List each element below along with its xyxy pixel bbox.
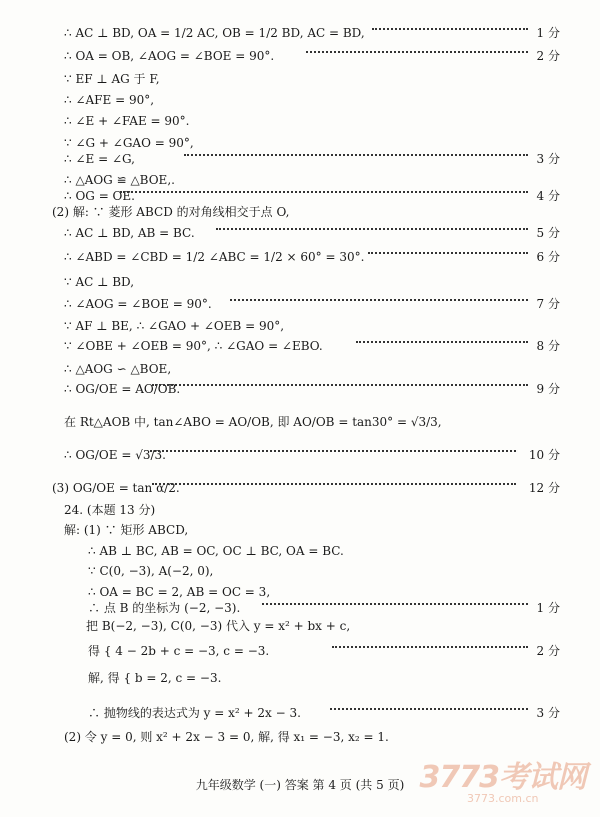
solution-step-text: 把 B(−2, −3), C(0, −3) 代入 y = x² + bx + c, xyxy=(86,619,351,633)
solution-line xyxy=(0,45,600,67)
score-label: 2 分 xyxy=(536,49,560,63)
solution-step-text: ∵ ∠G + ∠GAO = 90°, xyxy=(64,136,194,150)
solution-line xyxy=(0,89,600,111)
page-footer: 九年级数学 (一) 答案 第 4 页 (共 5 页) xyxy=(195,778,405,792)
solution-line xyxy=(0,477,600,499)
score-label: 2 分 xyxy=(536,644,560,658)
solution-step-text: ∴ OG/OE = √3/3. xyxy=(64,448,166,462)
solution-step-text: ∴ ∠E = ∠G, xyxy=(64,152,135,166)
solution-line xyxy=(0,519,600,541)
solution-line xyxy=(0,540,600,562)
score-label: 1 分 xyxy=(536,601,560,615)
solution-step-text: ∴ 点 B 的坐标为 (−2, −3). xyxy=(88,601,241,615)
solution-line xyxy=(0,560,600,582)
dot-leader xyxy=(262,603,528,607)
solution-step-text: ∵ AF ⊥ BE, ∴ ∠GAO + ∠OEB = 90°, xyxy=(64,319,285,333)
solution-line xyxy=(0,315,600,337)
solution-step-text: ∴ ∠ABD = ∠CBD = 1/2 ∠ABC = 1/2 × 60° = 30°. xyxy=(64,250,365,264)
solution-step-text: ∴ AB ⊥ BC, AB = OC, OC ⊥ BC, OA = BC. xyxy=(88,544,344,558)
solution-line xyxy=(0,222,600,244)
solution-line xyxy=(0,335,600,357)
solution-step-text: ∴ ∠AOG = ∠BOE = 90°. xyxy=(64,297,212,311)
solution-step-text: ∴ OG = OE. xyxy=(64,189,135,203)
dot-leader xyxy=(216,228,528,232)
solution-line xyxy=(0,499,600,521)
score-label: 12 分 xyxy=(528,481,560,495)
solution-step-text: (3) OG/OE = tan α/2. xyxy=(52,481,180,495)
solution-step-text: ∵ AC ⊥ BD, xyxy=(64,275,135,289)
solution-line xyxy=(0,358,600,380)
solution-step-text: ∴ OA = BC = 2, AB = OC = 3, xyxy=(88,585,271,599)
score-label: 9 分 xyxy=(536,382,560,396)
site-watermark xyxy=(420,752,587,805)
solution-step-text: 解: (1) ∵ 矩形 ABCD, xyxy=(64,523,189,537)
solution-line xyxy=(0,444,600,466)
solution-step-text: ∴ ∠AFE = 90°, xyxy=(64,93,155,107)
dot-leader xyxy=(150,450,516,454)
solution-step-text: 24. (本题 13 分) xyxy=(64,503,156,517)
solution-step-text: ∵ EF ⊥ AG 于 F, xyxy=(64,72,160,86)
dot-leader xyxy=(306,51,528,55)
solution-line xyxy=(0,148,600,170)
dot-leader xyxy=(330,708,528,712)
solution-line xyxy=(0,667,600,689)
solution-step-text: ∵ ∠OBE + ∠OEB = 90°, ∴ ∠GAO = ∠EBO. xyxy=(64,339,323,353)
solution-step-text: ∴ AC ⊥ BD, OA = 1/2 AC, OB = 1/2 BD, AC = BD, xyxy=(64,26,365,40)
solution-line xyxy=(0,201,600,223)
solution-step-text: ∴ OG/OE = AO/OB. xyxy=(64,382,181,396)
score-label: 3 分 xyxy=(536,706,560,720)
score-label: 7 分 xyxy=(536,297,560,311)
solution-line xyxy=(0,702,600,724)
solution-line xyxy=(0,68,600,90)
solution-line xyxy=(0,110,600,132)
score-label: 4 分 xyxy=(536,189,560,203)
dot-leader xyxy=(372,28,528,32)
solution-step-text: 在 Rt△AOB 中, tan∠ABO = AO/OB, 即 AO/OB = tan30° = √3/3, xyxy=(64,415,442,429)
solution-line xyxy=(0,640,600,662)
solution-step-text: ∴ AC ⊥ BD, AB = BC. xyxy=(64,226,195,240)
solution-step-text: ∴ ∠E + ∠FAE = 90°. xyxy=(64,114,190,128)
score-label: 3 分 xyxy=(536,152,560,166)
solution-line xyxy=(0,411,600,433)
solution-line xyxy=(0,246,600,268)
watermark-logo: 3773考试网 xyxy=(419,760,586,795)
solution-step-text: ∵ C(0, −3), A(−2, 0), xyxy=(88,564,214,578)
solution-line xyxy=(0,22,600,44)
score-label: 8 分 xyxy=(536,339,560,353)
solution-step-text: 得 { 4 − 2b + c = −3, c = −3. xyxy=(88,644,270,658)
score-label: 5 分 xyxy=(536,226,560,240)
dot-leader xyxy=(152,384,528,388)
solution-step-text: ∴ 抛物线的表达式为 y = x² + 2x − 3. xyxy=(88,706,301,720)
dot-leader xyxy=(120,191,528,195)
solution-step-text: ∴ △AOG ∽ △BOE, xyxy=(64,362,172,376)
solution-step-text: (2) 令 y = 0, 则 x² + 2x − 3 = 0, 解, 得 x₁ = −3, x₂ = 1. xyxy=(64,730,389,744)
dot-leader xyxy=(368,252,528,256)
score-label: 1 分 xyxy=(536,26,560,40)
solution-step-text: ∴ △AOG ≌ △BOE,. xyxy=(64,173,175,187)
solution-step-text: 解, 得 { b = 2, c = −3. xyxy=(88,671,222,685)
solution-line xyxy=(0,615,600,637)
solution-line xyxy=(0,271,600,293)
score-label: 10 分 xyxy=(528,448,560,462)
dot-leader xyxy=(230,299,528,303)
solution-line xyxy=(0,293,600,315)
dot-leader xyxy=(152,483,516,487)
dot-leader xyxy=(356,341,528,345)
solution-line xyxy=(0,726,600,748)
solution-line xyxy=(0,378,600,400)
dot-leader xyxy=(184,154,528,158)
score-label: 6 分 xyxy=(536,250,560,264)
watermark-url: 3773.com.cn xyxy=(467,792,539,805)
dot-leader xyxy=(332,646,528,650)
solution-step-text: ∴ OA = OB, ∠AOG = ∠BOE = 90°. xyxy=(64,49,275,63)
solution-step-text: (2) 解: ∵ 菱形 ABCD 的对角线相交于点 O, xyxy=(52,205,290,219)
